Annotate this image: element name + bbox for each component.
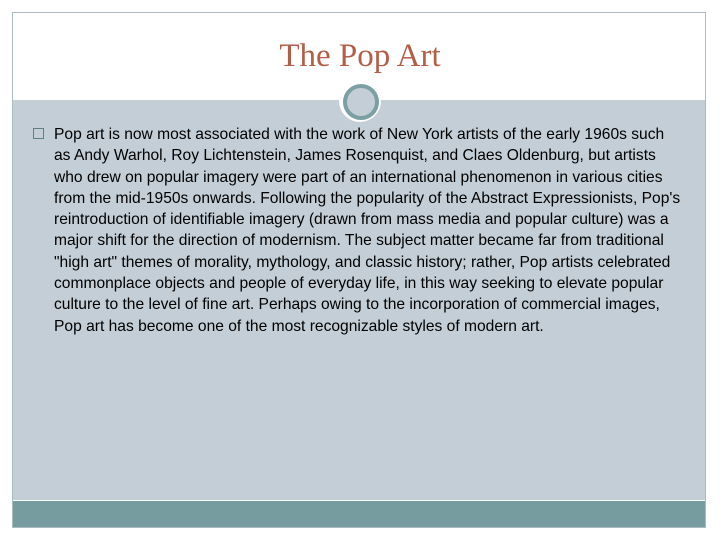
slide-title: The Pop Art — [279, 38, 441, 74]
bullet-text: Pop art is now most associated with the work of New York artists of the early 1960s such as Andy Warhol, Roy Lichtenstein, James Rosenquist, and Claes Oldenburg, but artists who drew on popular imagery were part of an international phenomenon in various cities from the mid-1950s onwards. Following the popularity of the Abstract Expressionists, Pop's reintroduction of identifiable imagery (drawn from mass media and popular culture) was a major shift for the direction of modernism. The subject matter became far from traditional "high art" themes of morality, mythology, and classic history; rather, Pop artists celebrated commonplace objects and people of everyday life, in this way seeking to elevate popular culture to the level of fine art. Perhaps owing to the incorporation of commercial images, Pop art has become one of the most recognizable styles of modern art. — [54, 126, 681, 335]
square-bullet-icon — [33, 128, 44, 139]
circle-ornament-ring — [343, 84, 379, 120]
